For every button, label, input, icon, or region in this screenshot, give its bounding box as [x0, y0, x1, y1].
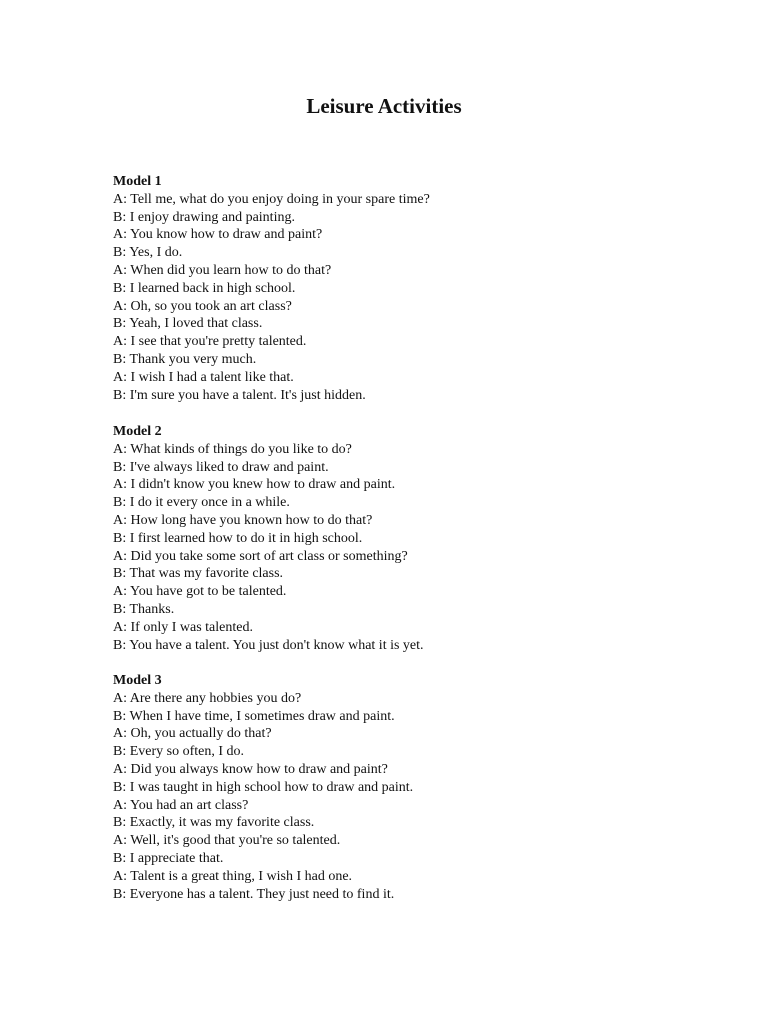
- dialogue-line: A: Are there any hobbies you do?: [113, 690, 302, 706]
- dialogue-line: A: How long have you known how to do that?: [113, 512, 373, 528]
- dialogue-line: B: When I have time, I sometimes draw and paint.: [113, 708, 395, 724]
- dialogue-line: B: Exactly, it was my favorite class.: [113, 815, 315, 831]
- dialogue-line: A: Oh, you actually do that?: [113, 726, 272, 742]
- page-title: Leisure Activities: [306, 94, 462, 118]
- dialogue-line: B: Yes, I do.: [113, 245, 183, 261]
- dialogue-line: A: You know how to draw and paint?: [113, 227, 323, 243]
- dialogue-line: B: Thank you very much.: [113, 351, 257, 367]
- model-section-2: [113, 423, 713, 654]
- dialogue-line: A: You had an art class?: [113, 797, 249, 813]
- model-section-3: [113, 672, 713, 903]
- dialogue-line: A: If only I was talented.: [113, 619, 253, 635]
- dialogue-line: B: I appreciate that.: [113, 850, 224, 866]
- dialogue-line: B: Thanks.: [113, 601, 175, 617]
- dialogue-line: A: I see that you're pretty talented.: [113, 334, 307, 350]
- dialogue-line: A: When did you learn how to do that?: [113, 262, 332, 278]
- dialogue-line: B: I enjoy drawing and painting.: [113, 209, 295, 225]
- dialogue-line: B: I was taught in high school how to draw and paint.: [113, 779, 414, 795]
- dialogue-line: A: Talent is a great thing, I wish I had one.: [113, 868, 353, 884]
- dialogue-line: B: I learned back in high school.: [113, 280, 296, 296]
- dialogue-line: A: Did you take some sort of art class or something?: [113, 548, 408, 564]
- dialogue-line: B: Everyone has a talent. They just need to find it.: [113, 886, 395, 902]
- dialogue-line: B: You have a talent. You just don't know what it is yet.: [113, 637, 424, 653]
- model-heading: Model 3: [113, 673, 162, 688]
- dialogue-line: B: I do it every once in a while.: [113, 495, 290, 511]
- dialogue-line: A: I wish I had a talent like that.: [113, 369, 294, 385]
- model-heading: Model 1: [113, 174, 162, 189]
- dialogue-line: A: Well, it's good that you're so talented.: [113, 833, 341, 849]
- dialogue-line: B: I've always liked to draw and paint.: [113, 459, 329, 475]
- dialogue-line: A: What kinds of things do you like to do?: [113, 441, 352, 457]
- dialogue-line: B: Yeah, I loved that class.: [113, 316, 263, 332]
- model-section-1: [113, 173, 713, 404]
- dialogue-line: B: Every so often, I do.: [113, 744, 245, 760]
- dialogue-line: A: Tell me, what do you enjoy doing in your spare time?: [113, 191, 430, 207]
- dialogue-line: A: Oh, so you took an art class?: [113, 298, 292, 314]
- dialogue-line: A: Did you always know how to draw and paint?: [113, 761, 388, 777]
- dialogue-line: B: That was my favorite class.: [113, 566, 284, 582]
- dialogue-line: A: I didn't know you knew how to draw and paint.: [113, 477, 396, 493]
- dialogue-line: A: You have got to be talented.: [113, 584, 287, 600]
- dialogue-line: B: I'm sure you have a talent. It's just hidden.: [113, 387, 366, 403]
- dialogue-line: B: I first learned how to do it in high school.: [113, 530, 363, 546]
- model-heading: Model 2: [113, 424, 162, 439]
